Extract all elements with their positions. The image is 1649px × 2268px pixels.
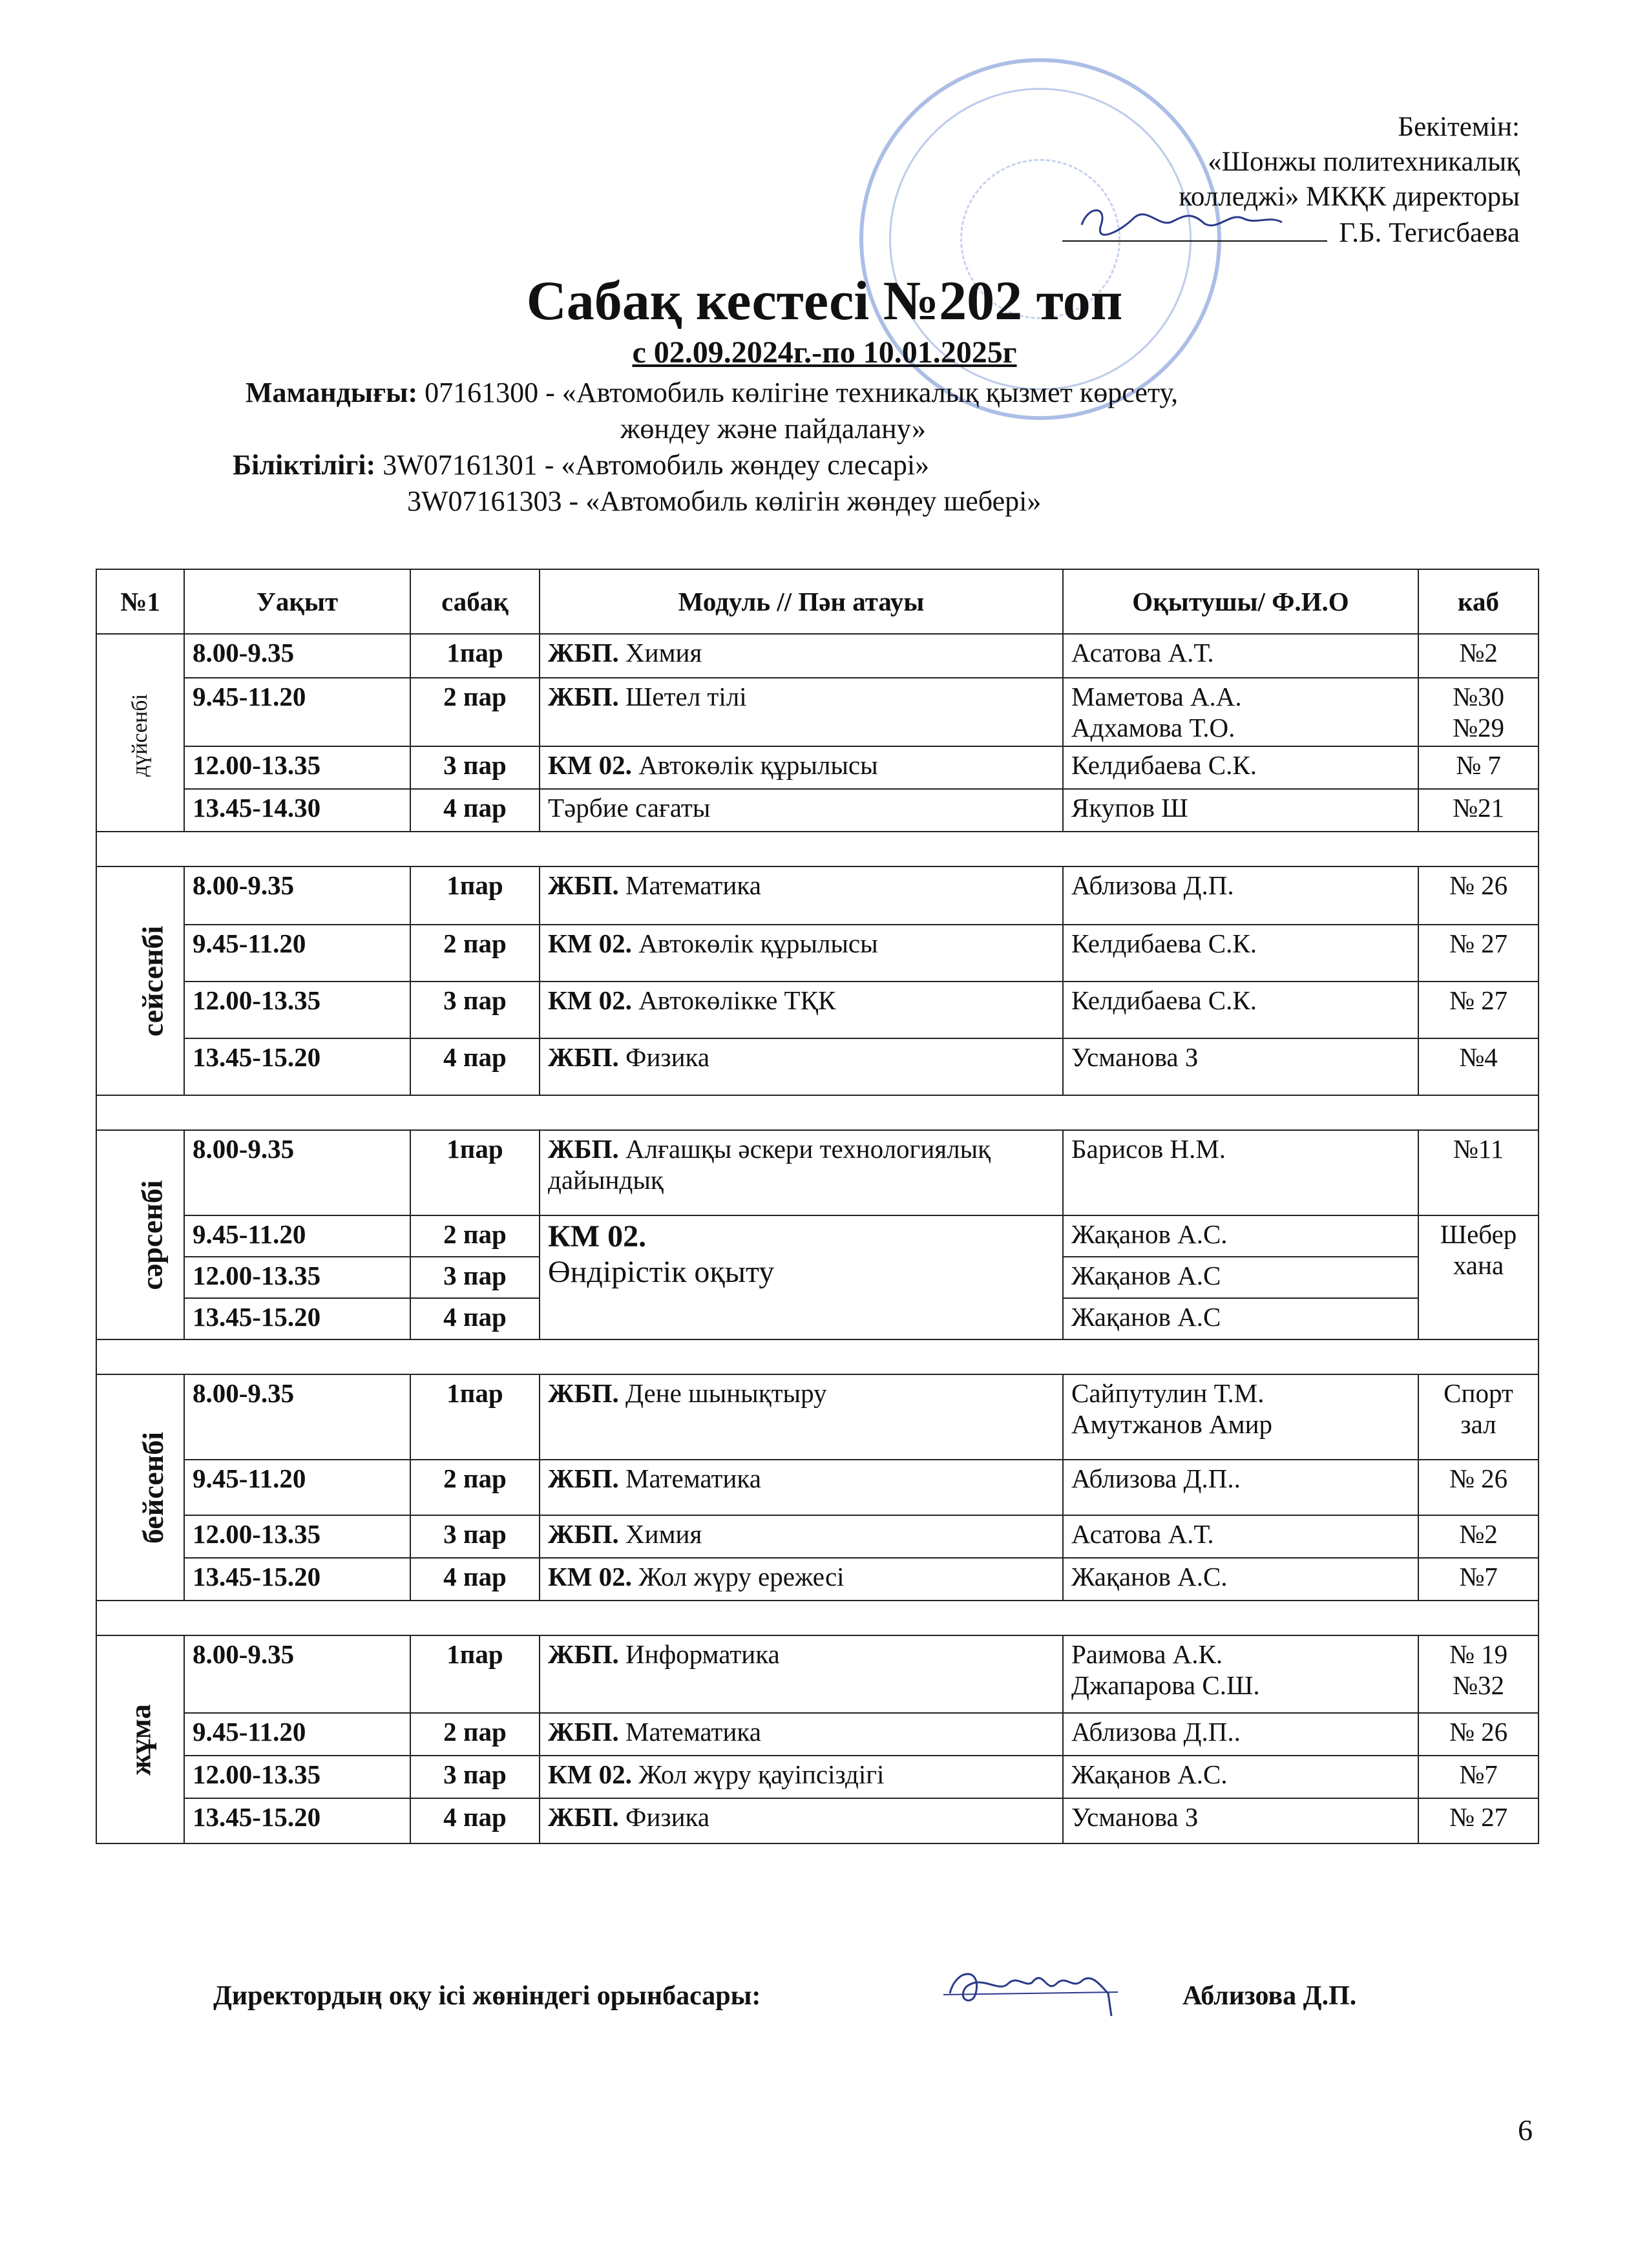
room-cell: № 27	[1418, 1798, 1539, 1843]
pair-cell: 4 пар	[410, 1558, 540, 1601]
table-row	[96, 1713, 1539, 1756]
teacher-cell: Якупов Ш	[1063, 789, 1418, 832]
pair-cell: 1пар	[410, 634, 540, 678]
approval-line-2: «Шонжы политехникалық	[1208, 147, 1520, 177]
time-cell: 12.00-13.35	[184, 982, 410, 1038]
module-cell: ЖБП. Дене шынықтыру	[540, 1374, 1063, 1460]
approval-line-3: колледжі» МКҚК директоры	[1179, 182, 1520, 212]
room-cell: № 26	[1418, 1713, 1539, 1756]
table-row	[96, 678, 1539, 746]
table-row	[96, 789, 1539, 832]
deputy-signature-icon	[937, 1955, 1131, 2026]
pair-cell: 3 пар	[410, 746, 540, 789]
time-cell: 12.00-13.35	[184, 1515, 410, 1558]
time-cell: 9.45-11.20	[184, 678, 410, 746]
approval-line-1: Бекітемін:	[1398, 112, 1520, 142]
pair-cell: 2 пар	[410, 678, 540, 746]
time-cell: 13.45-15.20	[184, 1558, 410, 1601]
specialty-line-1: Мамандығы: 07161300 - «Автомобиль көлігіне техникалық қызмет көрсету,	[246, 377, 1179, 408]
schedule-table	[96, 569, 1539, 1844]
qualification-line-2: 3W07161303 - «Автомобиль көлігін жөндеу шебері»	[407, 485, 1042, 517]
pair-cell: 2 пар	[410, 925, 540, 982]
module-cell: ЖБП. Физика	[540, 1798, 1063, 1843]
time-cell: 12.00-13.35	[184, 1756, 410, 1798]
room-cell: №4	[1418, 1038, 1539, 1095]
teacher-cell: Аблизова Д.П.	[1063, 866, 1418, 925]
pair-cell: 2 пар	[410, 1215, 540, 1257]
approval-block	[861, 110, 1520, 251]
time-cell: 9.45-11.20	[184, 1460, 410, 1515]
module-cell: ЖБП. Математика	[540, 866, 1063, 925]
pair-cell: 2 пар	[410, 1713, 540, 1756]
page-number: 6	[1518, 2114, 1533, 2147]
approval-signature-line	[861, 215, 1520, 251]
room-cell: № 26	[1418, 866, 1539, 925]
specialty-block	[233, 375, 1179, 520]
teacher-cell: Сайпутулин Т.М. Амутжанов Амир	[1063, 1374, 1418, 1460]
teacher-cell: Жақанов А.С.	[1063, 1558, 1418, 1601]
teacher-cell: Барисов Н.М.	[1063, 1130, 1418, 1215]
module-cell: ЖБП. Информатика	[540, 1635, 1063, 1713]
room-cell: №7	[1418, 1558, 1539, 1601]
teacher-cell: Келдибаева С.К.	[1063, 925, 1418, 982]
module-cell: КМ 02. Өндірістік оқыту	[540, 1215, 1063, 1339]
time-cell: 13.45-15.20	[184, 1298, 410, 1339]
teacher-cell: Жақанов А.С.	[1063, 1756, 1418, 1798]
pair-cell: 4 пар	[410, 1038, 540, 1095]
pair-cell: 1пар	[410, 866, 540, 925]
qualification-line-1: Біліктілігі: 3W07161301 - «Автомобиль жөндеу слесарі»	[233, 449, 930, 481]
room-cell: № 7	[1418, 746, 1539, 789]
time-cell: 9.45-11.20	[184, 1215, 410, 1257]
room-cell: № 19 №32	[1418, 1635, 1539, 1713]
table-row	[96, 1756, 1539, 1798]
module-cell: ЖБП. Шетел тілі	[540, 678, 1063, 746]
pair-cell: 3 пар	[410, 1257, 540, 1298]
table-row	[96, 1798, 1539, 1843]
pair-cell: 1пар	[410, 1374, 540, 1460]
director-signature	[1062, 215, 1327, 242]
room-cell: № 27	[1418, 982, 1539, 1038]
pair-cell: 3 пар	[410, 982, 540, 1038]
header-cell-number: №1	[96, 569, 184, 634]
table-row	[96, 746, 1539, 789]
time-cell: 8.00-9.35	[184, 1374, 410, 1460]
module-cell: КМ 02. Автокөлік құрылысы	[540, 925, 1063, 982]
teacher-cell: Келдибаева С.К.	[1063, 746, 1418, 789]
room-cell: № 26	[1418, 1460, 1539, 1515]
director-name: Г.Б. Тегисбаева	[1339, 218, 1520, 248]
header-cell-time: Уақыт	[184, 569, 410, 634]
pair-cell: 3 пар	[410, 1515, 540, 1558]
day-separator	[96, 1601, 1539, 1635]
time-cell: 13.45-14.30	[184, 789, 410, 832]
footer	[213, 1980, 1441, 2011]
day-label-wednesday: сәрсенбі	[96, 1130, 184, 1339]
room-cell: №30 №29	[1418, 678, 1539, 746]
table-row	[96, 1374, 1539, 1460]
table-header-row	[96, 569, 1539, 634]
day-label-friday: жұма	[96, 1635, 184, 1843]
teacher-cell: Раимова А.К. Джапарова С.Ш.	[1063, 1635, 1418, 1713]
table-row	[96, 866, 1539, 925]
module-cell: ЖБП. Физика	[540, 1038, 1063, 1095]
teacher-cell: Жақанов А.С	[1063, 1298, 1418, 1339]
time-cell: 13.45-15.20	[184, 1798, 410, 1843]
deputy-name: Аблизова Д.П.	[1182, 1981, 1357, 2011]
room-cell: №2	[1418, 1515, 1539, 1558]
time-cell: 8.00-9.35	[184, 1635, 410, 1713]
teacher-cell: Келдибаева С.К.	[1063, 982, 1418, 1038]
room-cell: № 27	[1418, 925, 1539, 982]
table-row	[96, 1460, 1539, 1515]
time-cell: 8.00-9.35	[184, 634, 410, 678]
module-cell: Тәрбие сағаты	[540, 789, 1063, 832]
header-cell-room: каб	[1418, 569, 1539, 634]
time-cell: 12.00-13.35	[184, 746, 410, 789]
module-cell: КМ 02. Жол жүру ережесі	[540, 1558, 1063, 1601]
pair-cell: 1пар	[410, 1130, 540, 1215]
room-cell: №11	[1418, 1130, 1539, 1215]
pair-cell: 4 пар	[410, 789, 540, 832]
module-cell: ЖБП. Математика	[540, 1460, 1063, 1515]
day-label-monday: дүйсенбі	[96, 634, 184, 832]
page-title: Сабақ кестесі №202 топ	[526, 269, 1123, 331]
day-label-thursday: бейсенбі	[96, 1374, 184, 1601]
table-row	[96, 1038, 1539, 1095]
director-signature-icon	[1062, 199, 1327, 238]
room-cell: Спорт зал	[1418, 1374, 1539, 1460]
teacher-cell: Аблизова Д.П..	[1063, 1713, 1418, 1756]
pair-cell: 3 пар	[410, 1756, 540, 1798]
day-label-tuesday: сейсенбі	[96, 866, 184, 1095]
day-separator	[96, 832, 1539, 866]
module-cell: КМ 02. Жол жүру қауіпсіздігі	[540, 1756, 1063, 1798]
time-cell: 9.45-11.20	[184, 925, 410, 982]
table-row	[96, 1130, 1539, 1215]
time-cell: 8.00-9.35	[184, 866, 410, 925]
schedule-dates: с 02.09.2024г.-по 10.01.2025г	[632, 335, 1017, 370]
pair-cell: 1пар	[410, 1635, 540, 1713]
time-cell: 8.00-9.35	[184, 1130, 410, 1215]
table-row	[96, 634, 1539, 678]
pair-cell: 2 пар	[410, 1460, 540, 1515]
teacher-cell: Маметова А.А. Адхамова Т.О.	[1063, 678, 1418, 746]
specialty-line-2: жөндеу және пайдалану»	[620, 413, 926, 445]
table-row	[96, 1635, 1539, 1713]
pair-cell: 4 пар	[410, 1298, 540, 1339]
table-row	[96, 1215, 1539, 1257]
time-cell: 13.45-15.20	[184, 1038, 410, 1095]
teacher-cell: Жақанов А.С	[1063, 1257, 1418, 1298]
module-cell: КМ 02. Автокөлік құрылысы	[540, 746, 1063, 789]
room-cell: №2	[1418, 634, 1539, 678]
room-cell: №7	[1418, 1756, 1539, 1798]
day-separator	[96, 1339, 1539, 1374]
time-cell: 9.45-11.20	[184, 1713, 410, 1756]
room-cell: №21	[1418, 789, 1539, 832]
table-row	[96, 1515, 1539, 1558]
module-cell: КМ 02. Автокөлікке ТҚК	[540, 982, 1063, 1038]
teacher-cell: Усманова З	[1063, 1038, 1418, 1095]
module-cell: ЖБП. Химия	[540, 634, 1063, 678]
table-row	[96, 982, 1539, 1038]
table-row	[96, 1558, 1539, 1601]
header-cell-module: Модуль // Пән атауы	[540, 569, 1063, 634]
pair-cell: 4 пар	[410, 1798, 540, 1843]
room-cell: Шебер хана	[1418, 1215, 1539, 1339]
teacher-cell: Асатова А.Т.	[1063, 634, 1418, 678]
teacher-cell: Жақанов А.С.	[1063, 1215, 1418, 1257]
module-cell: ЖБП. Химия	[540, 1515, 1063, 1558]
time-cell: 12.00-13.35	[184, 1257, 410, 1298]
teacher-cell: Усманова З	[1063, 1798, 1418, 1843]
module-cell: ЖБП. Математика	[540, 1713, 1063, 1756]
table-row	[96, 925, 1539, 982]
header-cell-lesson: сабақ	[410, 569, 540, 634]
header-cell-teacher: Оқытушы/ Ф.И.О	[1063, 569, 1418, 634]
deputy-label: Директордың оқу ісі жөніндегі орынбасары:	[213, 1981, 761, 2011]
module-cell: ЖБП. Алғашқы әскери технологиялық дайындық	[540, 1130, 1063, 1215]
teacher-cell: Аблизова Д.П..	[1063, 1460, 1418, 1515]
teacher-cell: Асатова А.Т.	[1063, 1515, 1418, 1558]
day-separator	[96, 1095, 1539, 1130]
